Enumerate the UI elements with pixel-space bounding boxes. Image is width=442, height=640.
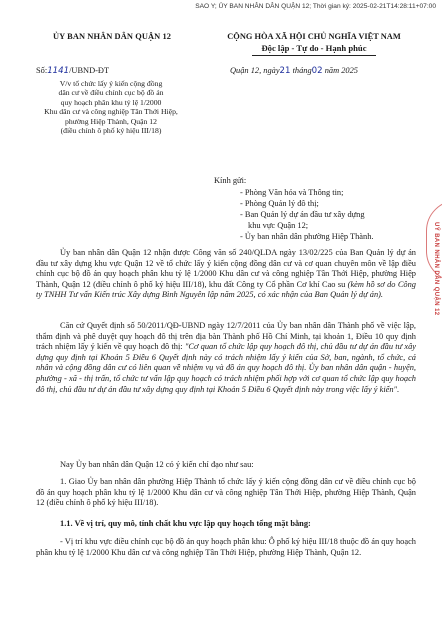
subject-line: phường Hiệp Thành, Quận 12	[65, 116, 157, 126]
date-suffix: năm 2025	[324, 66, 358, 75]
date-day-handwritten: 21	[279, 66, 291, 76]
body-paragraph-6: - Vị trí khu vực điều chỉnh cục bộ đồ án quy hoạch phân khu: Ô phố ký hiệu III/18 thuộc đồ án quy hoạch phân khu tỷ lệ 1/2000 Khu dân cư và công nghiệp Tân Thới Hiệp, phường Hiệp Thành, Quận 12.	[36, 537, 416, 557]
national-title: CỘNG HÒA XÃ HỘI CHỦ NGHĨA VIỆT NAM	[227, 32, 401, 41]
date-line	[230, 66, 358, 76]
subject-summary	[22, 79, 200, 135]
subject-line: V/v tổ chức lấy ý kiến cộng đồng	[59, 79, 163, 88]
national-motto: Độc lập - Tự do - Hạnh phúc	[261, 43, 367, 53]
paragraph-quote-italic: "Cơ quan tổ chức lập quy hoạch đô thị, chủ đầu tư dự án đầu tư xây dựng quy định tại Khoản 5 Điều 6 Quyết định này có trách nhiệm lấy ý kiến của Sở, ban, ngành, tổ chức, cá nhân và cộng đồng dân cư có liên quan về nhiệm vụ và đồ án quy hoạch đô thị. Ủy ban nhân dân quận - huyện, phường - xã - thị trấn, tổ chức tư vấn lập quy hoạch có trách nhiệm phối hợp với cơ quan tổ chức lập quy hoạch đô thị, chủ đầu tư dự án đầu tư xây dựng quy định tại Khoản 5 Điều 6 Quyết định này trong việc lấy ý kiến".	[36, 342, 416, 394]
recipients-list	[240, 187, 430, 242]
document-number	[36, 66, 109, 76]
recipients-heading: Kính gửi:	[214, 176, 247, 185]
body-paragraph-4: 1. Giao Ủy ban nhân dân phường Hiệp Thành tổ chức lấy ý kiến cộng đồng dân cư về điều chỉnh cục bộ đồ án quy hoạch phân khu tỷ lệ 1/2000 Khu dân cư và công nghiệp Tân Thới Hiệp, phường Hiệp Thành, Quận 12 (điều chỉnh ô phố ký hiệu III/18).	[36, 477, 416, 508]
date-prefix: Quận 12, ngày	[230, 66, 280, 75]
paragraph-text: Căn cứ Quyết định số 50/2011/QĐ-UBND ngày 12/7/2011 của Ủy ban nhân dân Thành phố về việc lập, thẩm định và phê duyệt quy hoạch đô thị trên địa bàn Thành phố Hồ Chí Minh, tại khoản 1, Điều 10 quy định trách nhiệm lấy ý kiến về quy hoạch đô thị:	[36, 321, 416, 352]
body-paragraph-3: Nay Ủy ban nhân dân Quận 12 có ý kiến chỉ đạo như sau:	[60, 460, 254, 469]
recipient-item: khu vực Quận 12;	[248, 221, 309, 230]
body-paragraph-1	[36, 248, 416, 301]
signature-copy-note: SAO Y; ỦY BAN NHÂN DÂN QUẬN 12; Thời gian ký: 2025-02-21T14:28:11+07:00	[195, 3, 436, 10]
seal-lettering: UỶ BAN NHÂN DÂN QUẬN 12	[433, 222, 439, 316]
number-handwritten: 1141	[47, 66, 70, 76]
recipient-item: - Phòng Quản lý đô thị;	[240, 199, 319, 208]
motto-underline	[252, 55, 376, 56]
body-paragraph-2	[36, 321, 416, 395]
section-heading-1-1: 1.1. Về vị trí, quy mô, tính chất khu vực lập quy hoạch tổng mặt bằng:	[60, 519, 311, 528]
subject-line: dân cư về điều chỉnh cục bộ đồ án	[58, 88, 164, 98]
subject-line: quy hoạch phân khu tỷ lệ 1/2000	[60, 97, 162, 107]
number-prefix: Số:	[36, 66, 48, 75]
issuing-agency: ỦY BAN NHÂN DÂN QUẬN 12	[52, 32, 172, 41]
paragraph-text-italic: (kèm hồ sơ do Công ty TNHH Tư vấn Kiến trúc Xây dựng Bình Nguyên lập năm 2025, có xác nhận của Ban Quản lý dự án).	[36, 279, 416, 300]
date-month-handwritten: 02	[311, 66, 323, 76]
subject-line: (điều chỉnh ô phố ký hiệu III/18)	[60, 126, 162, 136]
recipient-item: - Ban Quản lý dự án đầu tư xây dựng	[240, 210, 365, 219]
number-suffix: /UBND-ĐT	[69, 66, 110, 75]
paragraph-text: Ủy ban nhân dân Quận 12 nhận được Công văn số 240/QLDA ngày 13/02/225 của Ban Quản lý dự án đầu tư xây dựng khu vực Quận 12 về tổ chức lấy ý kiến cộng đồng dân cư và cơ quan chuyên môn về lập điều chỉnh cục bộ đồ án quy hoạch phân khu tỷ lệ 1/2000 Khu dân cư và công nghiệp Tân Thới Hiệp, phường Hiệp Thành, Quận 12 (điều chỉnh ô phố ký hiệu III/18), khu đất Công ty Cổ phần Cơ khí Cao su	[36, 248, 416, 289]
subject-line: Khu dân cư và công nghiệp Tân Thới Hiệp,	[44, 107, 178, 117]
date-mid: tháng	[292, 66, 312, 75]
recipient-item: - Ủy ban nhân dân phường Hiệp Thành.	[240, 232, 374, 241]
recipient-item: - Phòng Văn hóa và Thông tin;	[240, 188, 344, 197]
